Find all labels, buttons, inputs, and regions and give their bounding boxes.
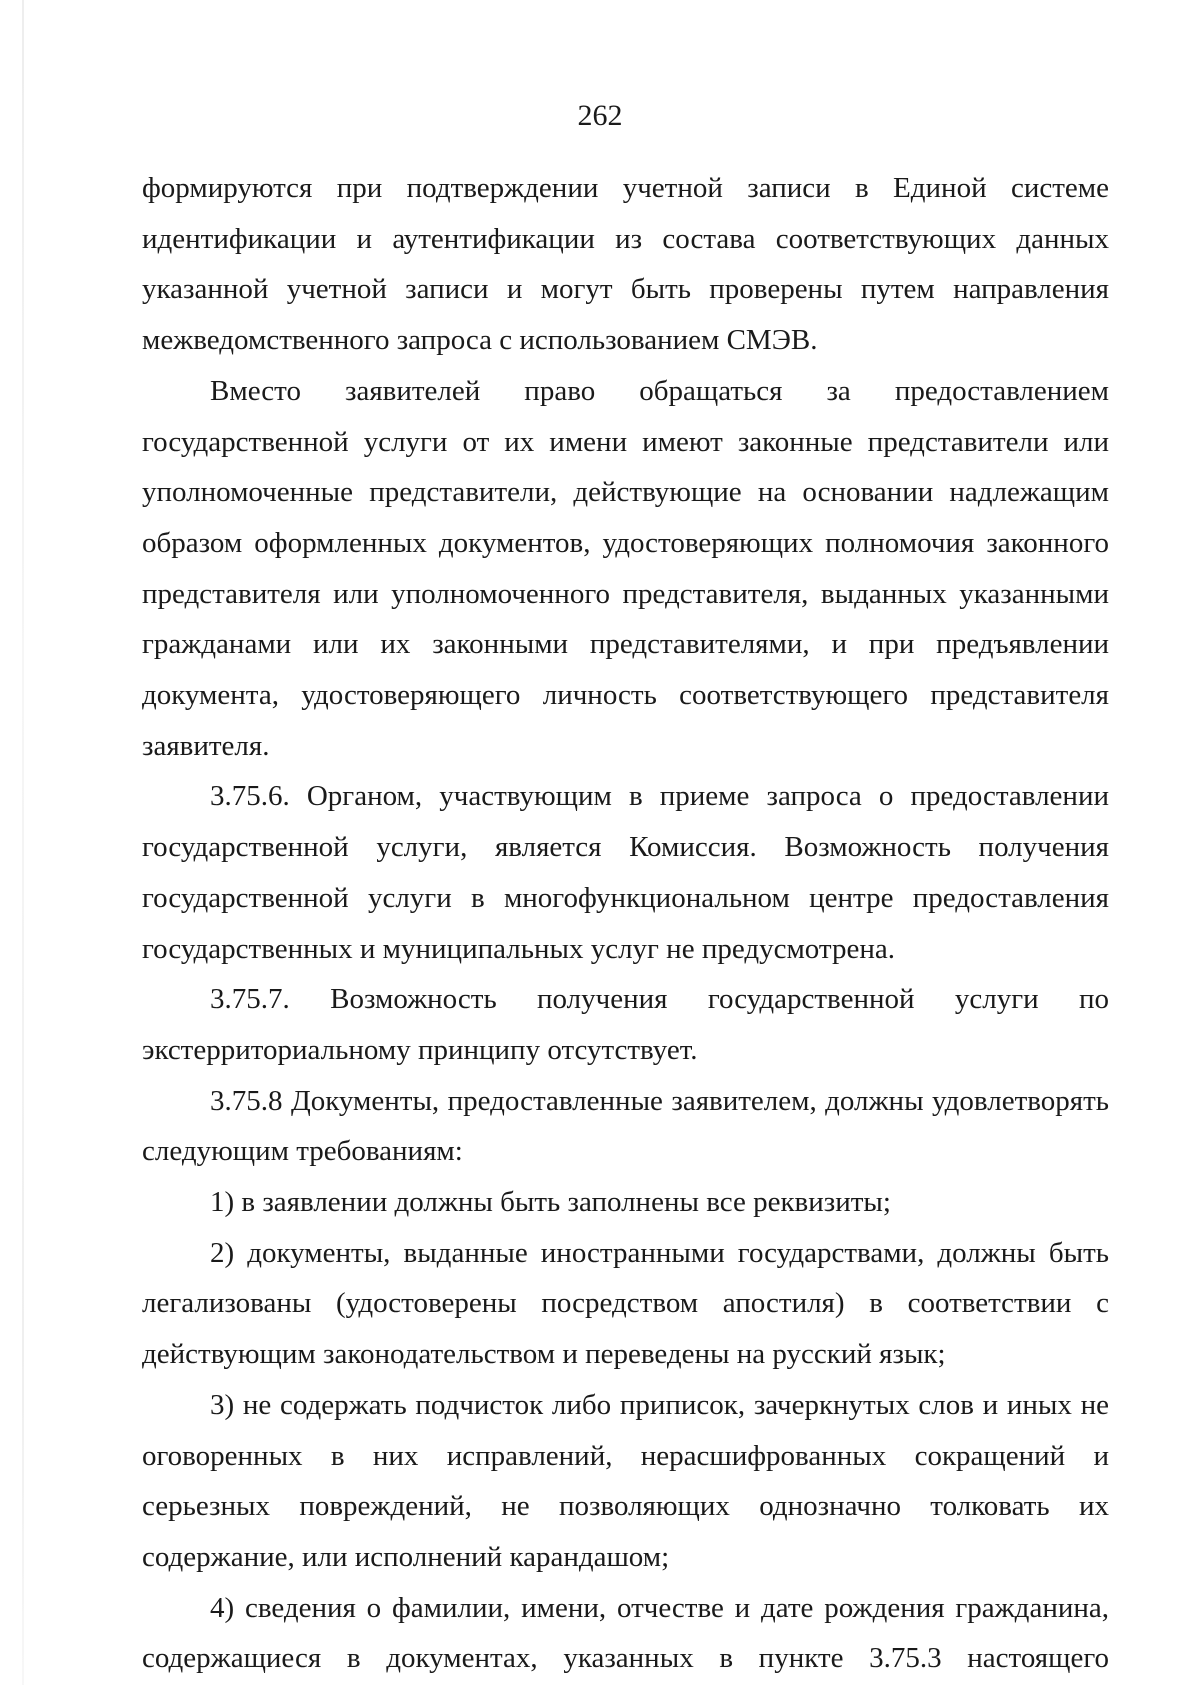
paragraph-6: 1) в заявлении должны быть заполнены все реквизиты; — [210, 1186, 891, 1219]
document-body — [142, 163, 1109, 1684]
paragraph-7: 2) документы, выданные иностранными государствами, должны быть легализованы (удостоверены посредством апостиля) в соответствии с действующим законодательством и переведены на русский язык; — [142, 1236, 1109, 1371]
paragraph-5: 3.75.8 Документы, предоставленные заявителем, должны удовлетворять следующим требованиям: — [142, 1084, 1109, 1168]
paragraph-8: 3) не содержать подчисток либо приписок, зачеркнутых слов и иных не оговоренных в них исправлений, нерасшифрованных сокращений и серьезных повреждений, не позволяющих однозначно толковать их содержание, или исполнений карандашом; — [142, 1388, 1109, 1573]
paragraph-1: формируются при подтверждении учетной записи в Единой системе идентификации и аутентификации из состава соответствующих данных указанной учетной записи и могут быть проверены путем направления межведомственного запроса с использованием СМЭВ. — [142, 172, 1109, 357]
scan-edge-artifact — [22, 0, 24, 1685]
paragraph-2: Вместо заявителей право обращаться за предоставлением государственной услуги от их имени имеют законные представители или уполномоченные представители, действующие на основании надлежащим образом оформленных документов, удостоверяющих полномочия законного представителя или уполномоченного представителя, выданных указанными гражданами или их законными представителями, и при предъявлении документа, удостоверяющего личность соответствующего представителя заявителя. — [142, 374, 1109, 762]
paragraph-3: 3.75.6. Органом, участвующим в приеме запроса о предоставлении государственной услуги, является Комиссия. Возможность получения государственной услуги в многофункциональном центре предоставления государственных и муниципальных услуг не предусмотрена. — [142, 780, 1109, 965]
paragraph-4: 3.75.7. Возможность получения государственной услуги по экстерриториальному принципу отсутствует. — [142, 983, 1109, 1066]
paragraph-9: 4) сведения о фамилии, имени, отчестве и дате рождения гражданина, содержащиеся в документах, указанных в пункте 3.75.3 настоящего — [142, 1591, 1109, 1675]
page-number: 262 — [577, 99, 623, 132]
